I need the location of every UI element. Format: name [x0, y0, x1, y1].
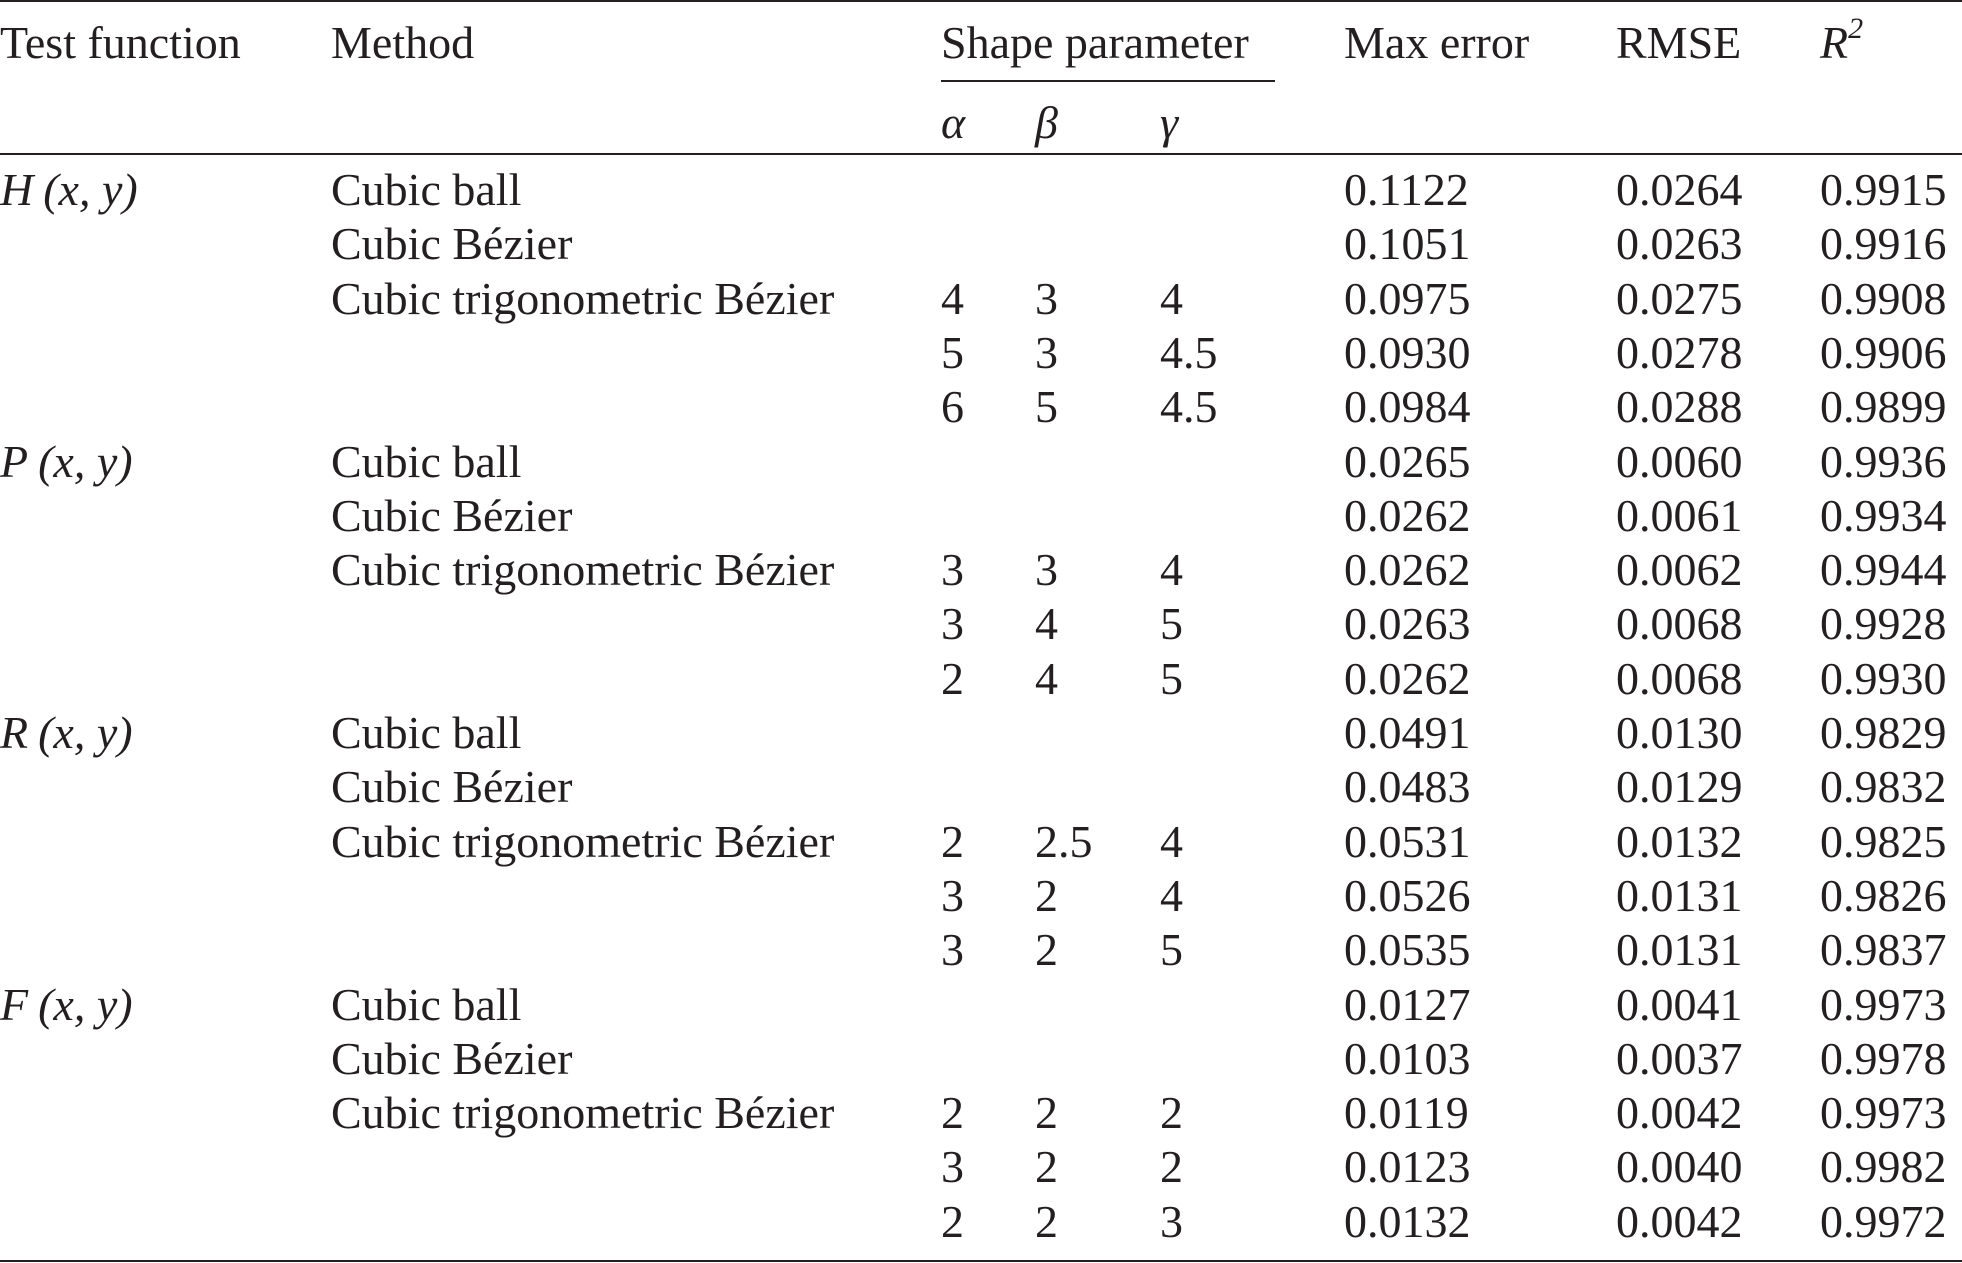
- r-squared-cell: 0.9829: [1820, 707, 1947, 758]
- rmse-cell: 0.0062: [1616, 544, 1743, 595]
- header-alpha: α: [941, 97, 966, 148]
- beta-cell: 2: [1035, 870, 1058, 921]
- rmse-cell: 0.0068: [1616, 598, 1743, 649]
- r-squared-cell: 0.9972: [1820, 1196, 1947, 1247]
- function-name: F: [0, 979, 29, 1030]
- method-cell: Cubic trigonometric Bézier: [331, 273, 835, 324]
- method-cell: Cubic ball: [331, 707, 522, 758]
- max-error-cell: 0.0103: [1344, 1033, 1471, 1084]
- function-name: H: [0, 164, 34, 215]
- max-error-cell: 0.0526: [1344, 870, 1471, 921]
- function-name: P: [0, 436, 29, 487]
- header-test-function: Test function: [0, 17, 241, 68]
- gamma-cell: 2: [1160, 1141, 1183, 1192]
- alpha-cell: 2: [941, 653, 964, 704]
- gamma-cell: 5: [1160, 924, 1183, 975]
- r-squared-cell: 0.9908: [1820, 273, 1947, 324]
- rmse-cell: 0.0129: [1616, 761, 1743, 812]
- alpha-cell: 4: [941, 273, 964, 324]
- gamma-cell: 4.5: [1160, 327, 1218, 378]
- beta-cell: 2: [1035, 1087, 1058, 1138]
- header-gamma: γ: [1160, 97, 1179, 148]
- rmse-cell: 0.0264: [1616, 164, 1743, 215]
- r-squared-cell: 0.9944: [1820, 544, 1947, 595]
- header-max-error: Max error: [1344, 17, 1530, 68]
- alpha-cell: 3: [941, 544, 964, 595]
- method-cell: Cubic ball: [331, 164, 522, 215]
- max-error-cell: 0.0265: [1344, 436, 1471, 487]
- header-beta: β: [1035, 97, 1058, 148]
- gamma-cell: 2: [1160, 1087, 1183, 1138]
- max-error-cell: 0.0119: [1344, 1087, 1469, 1138]
- r-squared-cell: 0.9899: [1820, 381, 1947, 432]
- shape-parameter-rule: [941, 80, 1275, 82]
- r-squared-base: R: [1820, 17, 1849, 68]
- rmse-cell: 0.0042: [1616, 1196, 1743, 1247]
- rmse-cell: 0.0263: [1616, 218, 1743, 269]
- gamma-cell: 4: [1160, 544, 1183, 595]
- r-squared-cell: 0.9936: [1820, 436, 1947, 487]
- r-squared-cell: 0.9832: [1820, 761, 1947, 812]
- beta-cell: 2: [1035, 924, 1058, 975]
- max-error-cell: 0.1122: [1344, 164, 1469, 215]
- rmse-cell: 0.0068: [1616, 653, 1743, 704]
- max-error-cell: 0.0531: [1344, 816, 1471, 867]
- test-function-cell: [0, 163, 138, 217]
- beta-cell: 2: [1035, 1196, 1058, 1247]
- alpha-cell: 6: [941, 381, 964, 432]
- gamma-cell: 4: [1160, 273, 1183, 324]
- r-squared-exponent: 2: [1848, 12, 1864, 45]
- bottom-rule: [0, 1260, 1962, 1262]
- gamma-cell: 4.5: [1160, 381, 1218, 432]
- r-squared-cell: 0.9973: [1820, 1087, 1947, 1138]
- r-squared-cell: 0.9978: [1820, 1033, 1947, 1084]
- max-error-cell: 0.0975: [1344, 273, 1471, 324]
- gamma-cell: 5: [1160, 598, 1183, 649]
- r-squared-cell: 0.9982: [1820, 1141, 1947, 1192]
- gamma-cell: 3: [1160, 1196, 1183, 1247]
- r-squared-cell: 0.9837: [1820, 924, 1947, 975]
- max-error-cell: 0.0262: [1344, 544, 1471, 595]
- top-rule: [0, 0, 1962, 2]
- method-cell: Cubic ball: [331, 979, 522, 1030]
- test-function-cell: [0, 706, 133, 760]
- method-cell: Cubic Bézier: [331, 761, 573, 812]
- r-squared-cell: 0.9934: [1820, 490, 1947, 541]
- max-error-cell: 0.0984: [1344, 381, 1471, 432]
- max-error-cell: 0.0262: [1344, 490, 1471, 541]
- method-cell: Cubic ball: [331, 436, 522, 487]
- test-function-cell: [0, 978, 133, 1032]
- max-error-cell: 0.0127: [1344, 979, 1471, 1030]
- rmse-cell: 0.0275: [1616, 273, 1743, 324]
- method-cell: Cubic trigonometric Bézier: [331, 816, 835, 867]
- max-error-cell: 0.0491: [1344, 707, 1471, 758]
- r-squared-cell: 0.9825: [1820, 816, 1947, 867]
- gamma-cell: 5: [1160, 653, 1183, 704]
- max-error-cell: 0.0263: [1344, 598, 1471, 649]
- max-error-cell: 0.0535: [1344, 924, 1471, 975]
- alpha-cell: 2: [941, 816, 964, 867]
- r-squared-cell: 0.9930: [1820, 653, 1947, 704]
- function-name: R: [0, 707, 29, 758]
- r-squared-cell: 0.9906: [1820, 327, 1947, 378]
- alpha-cell: 5: [941, 327, 964, 378]
- beta-cell: 3: [1035, 273, 1058, 324]
- method-cell: Cubic Bézier: [331, 1033, 573, 1084]
- r-squared-cell: 0.9826: [1820, 870, 1947, 921]
- r-squared-cell: 0.9928: [1820, 598, 1947, 649]
- beta-cell: 4: [1035, 598, 1058, 649]
- max-error-cell: 0.0132: [1344, 1196, 1471, 1247]
- alpha-cell: 2: [941, 1196, 964, 1247]
- rmse-cell: 0.0061: [1616, 490, 1743, 541]
- method-cell: Cubic Bézier: [331, 218, 573, 269]
- max-error-cell: 0.0930: [1344, 327, 1471, 378]
- alpha-cell: 3: [941, 870, 964, 921]
- beta-cell: 5: [1035, 381, 1058, 432]
- header-rule: [0, 153, 1962, 155]
- rmse-cell: 0.0040: [1616, 1141, 1743, 1192]
- rmse-cell: 0.0042: [1616, 1087, 1743, 1138]
- gamma-cell: 4: [1160, 816, 1183, 867]
- header-method: Method: [331, 17, 475, 68]
- alpha-cell: 3: [941, 1141, 964, 1192]
- beta-cell: 2: [1035, 1141, 1058, 1192]
- beta-cell: 4: [1035, 653, 1058, 704]
- rmse-cell: 0.0131: [1616, 870, 1743, 921]
- rmse-cell: 0.0130: [1616, 707, 1743, 758]
- method-cell: Cubic trigonometric Bézier: [331, 544, 835, 595]
- r-squared-cell: 0.9973: [1820, 979, 1947, 1030]
- max-error-cell: 0.1051: [1344, 218, 1471, 269]
- function-args: (x, y): [38, 979, 133, 1030]
- beta-cell: 3: [1035, 544, 1058, 595]
- alpha-cell: 2: [941, 1087, 964, 1138]
- function-args: (x, y): [38, 436, 133, 487]
- alpha-cell: 3: [941, 924, 964, 975]
- rmse-cell: 0.0288: [1616, 381, 1743, 432]
- rmse-cell: 0.0131: [1616, 924, 1743, 975]
- max-error-cell: 0.0123: [1344, 1141, 1471, 1192]
- gamma-cell: 4: [1160, 870, 1183, 921]
- rmse-cell: 0.0041: [1616, 979, 1743, 1030]
- r-squared-cell: 0.9915: [1820, 164, 1947, 215]
- rmse-cell: 0.0278: [1616, 327, 1743, 378]
- beta-cell: 2.5: [1035, 816, 1093, 867]
- method-cell: Cubic trigonometric Bézier: [331, 1087, 835, 1138]
- rmse-cell: 0.0060: [1616, 436, 1743, 487]
- header-rmse: RMSE: [1616, 17, 1742, 68]
- rmse-cell: 0.0132: [1616, 816, 1743, 867]
- max-error-cell: 0.0483: [1344, 761, 1471, 812]
- max-error-cell: 0.0262: [1344, 653, 1471, 704]
- header-shape-parameter: Shape parameter: [941, 17, 1249, 68]
- rmse-cell: 0.0037: [1616, 1033, 1743, 1084]
- function-args: (x, y): [38, 707, 133, 758]
- test-function-cell: [0, 435, 133, 489]
- beta-cell: 3: [1035, 327, 1058, 378]
- header-r-squared: [1820, 12, 1864, 70]
- r-squared-cell: 0.9916: [1820, 218, 1947, 269]
- function-args: (x, y): [43, 164, 138, 215]
- method-cell: Cubic Bézier: [331, 490, 573, 541]
- alpha-cell: 3: [941, 598, 964, 649]
